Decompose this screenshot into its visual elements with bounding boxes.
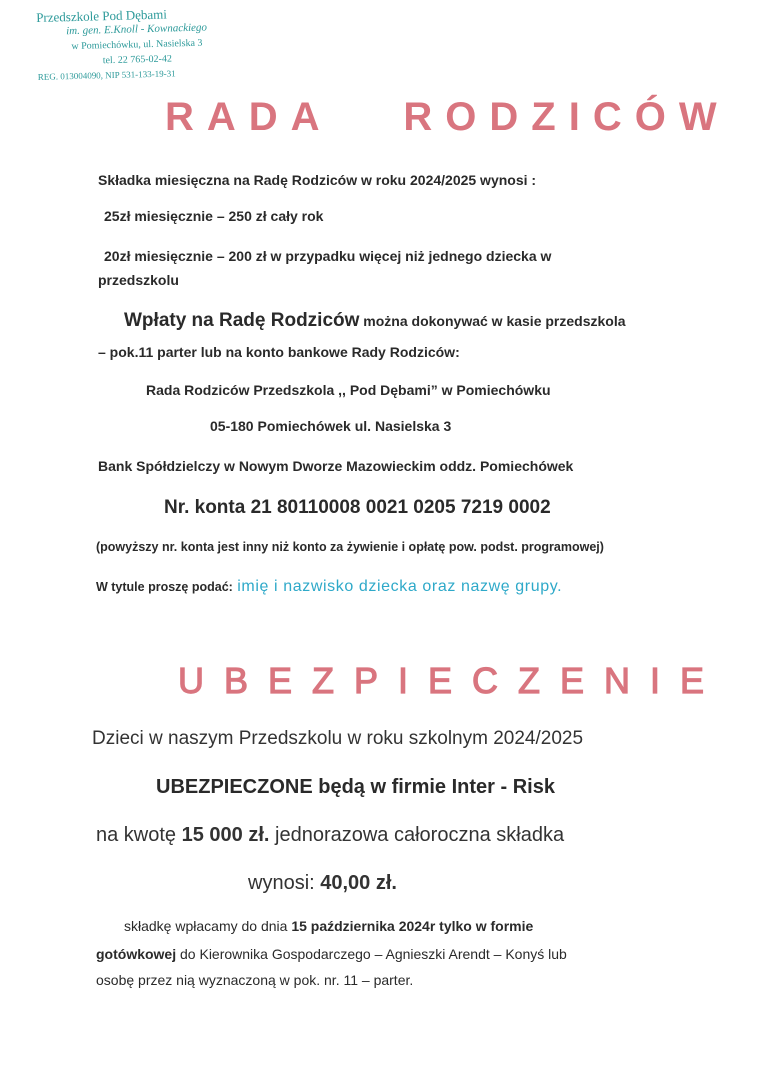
account-address: 05-180 Pomiechówek ul. Nasielska 3	[210, 418, 452, 434]
stamp-address: w Pomiechówku, ul. Nasielska 3	[71, 37, 203, 53]
premium-amount: 40,00 zł.	[320, 872, 397, 894]
deadline-prefix: składkę wpłacamy do dnia	[124, 918, 292, 934]
insurance-para-line3: osobę przez nią wyznaczoną w pok. nr. 11 – parter.	[96, 972, 414, 988]
insurance-line4	[248, 872, 397, 895]
deadline-date: 15 października 2024r tylko w formie	[291, 918, 534, 934]
fee-option-2-line2: przedszkolu	[98, 272, 179, 288]
fee-option-1: 25zł miesięcznie – 250 zł cały rok	[104, 208, 324, 224]
payee-info: do Kierownika Gospodarczego – Agnieszki Arendt – Konyś lub	[176, 946, 567, 962]
premium-prefix: wynosi:	[248, 872, 321, 894]
insurance-para-line2	[96, 946, 567, 962]
amount-suffix: jednorazowa całoroczna składka	[269, 824, 565, 846]
transfer-title-value: imię i nazwisko dziecka oraz nazwę grupy.	[237, 578, 563, 595]
transfer-title-line	[96, 578, 562, 596]
cash-label: gotówkowej	[96, 946, 177, 962]
fee-option-2-line1: 20zł miesięcznie – 200 zł w przypadku więcej niż jednego dziecka w	[104, 248, 552, 264]
school-stamp	[36, 5, 238, 85]
insured-amount: 15 000 zł.	[181, 824, 270, 846]
insurance-line2	[156, 776, 555, 799]
insurance-line3	[96, 824, 564, 847]
stamp-phone: tel. 22 765-02-42	[102, 53, 173, 67]
ubezpieczenie-heading: UBEZPIECZENIE	[178, 660, 725, 701]
payments-lead: Wpłaty na Radę Rodziców	[124, 310, 360, 331]
insurance-para-line1	[124, 918, 533, 934]
payments-line2: – pok.11 parter lub na konto bankowe Rady Rodziców:	[98, 344, 460, 360]
transfer-title-label: W tytule proszę podać:	[96, 580, 233, 594]
insurer-name: w firmie Inter - Risk	[364, 776, 555, 798]
payments-rest: można dokonywać w kasie przedszkola	[359, 313, 626, 329]
fee-intro: Składka miesięczna na Radę Rodziców w roku 2024/2025 wynosi :	[98, 172, 537, 188]
bank-name: Bank Spółdzielczy w Nowym Dworze Mazowieckim oddz. Pomiechówek	[98, 458, 574, 474]
stamp-patron: im. gen. E.Knoll - Kownackiego	[65, 21, 208, 38]
account-holder: Rada Rodziców Przedszkola ,, Pod Dębami” w Pomiechówku	[146, 382, 551, 398]
insurance-line1: Dzieci w naszym Przedszkolu w roku szkolnym 2024/2025	[92, 728, 584, 749]
stamp-registry: REG. 013004090, NIP 531-133-19-31	[37, 68, 176, 82]
amount-prefix: na kwotę	[96, 824, 182, 846]
rada-rodzicow-heading: RADA RODZICÓW	[165, 95, 730, 139]
payments-line1	[124, 310, 626, 332]
account-note: (powyższy nr. konta jest inny niż konto za żywienie i opłatę pow. podst. programowej)	[96, 540, 604, 554]
account-number: Nr. konta 21 80110008 0021 0205 7219 0002	[164, 497, 551, 518]
stamp-school-name: Przedszkole Pod Dębami	[36, 6, 168, 25]
insured-label: UBEZPIECZONE będą	[156, 776, 365, 798]
